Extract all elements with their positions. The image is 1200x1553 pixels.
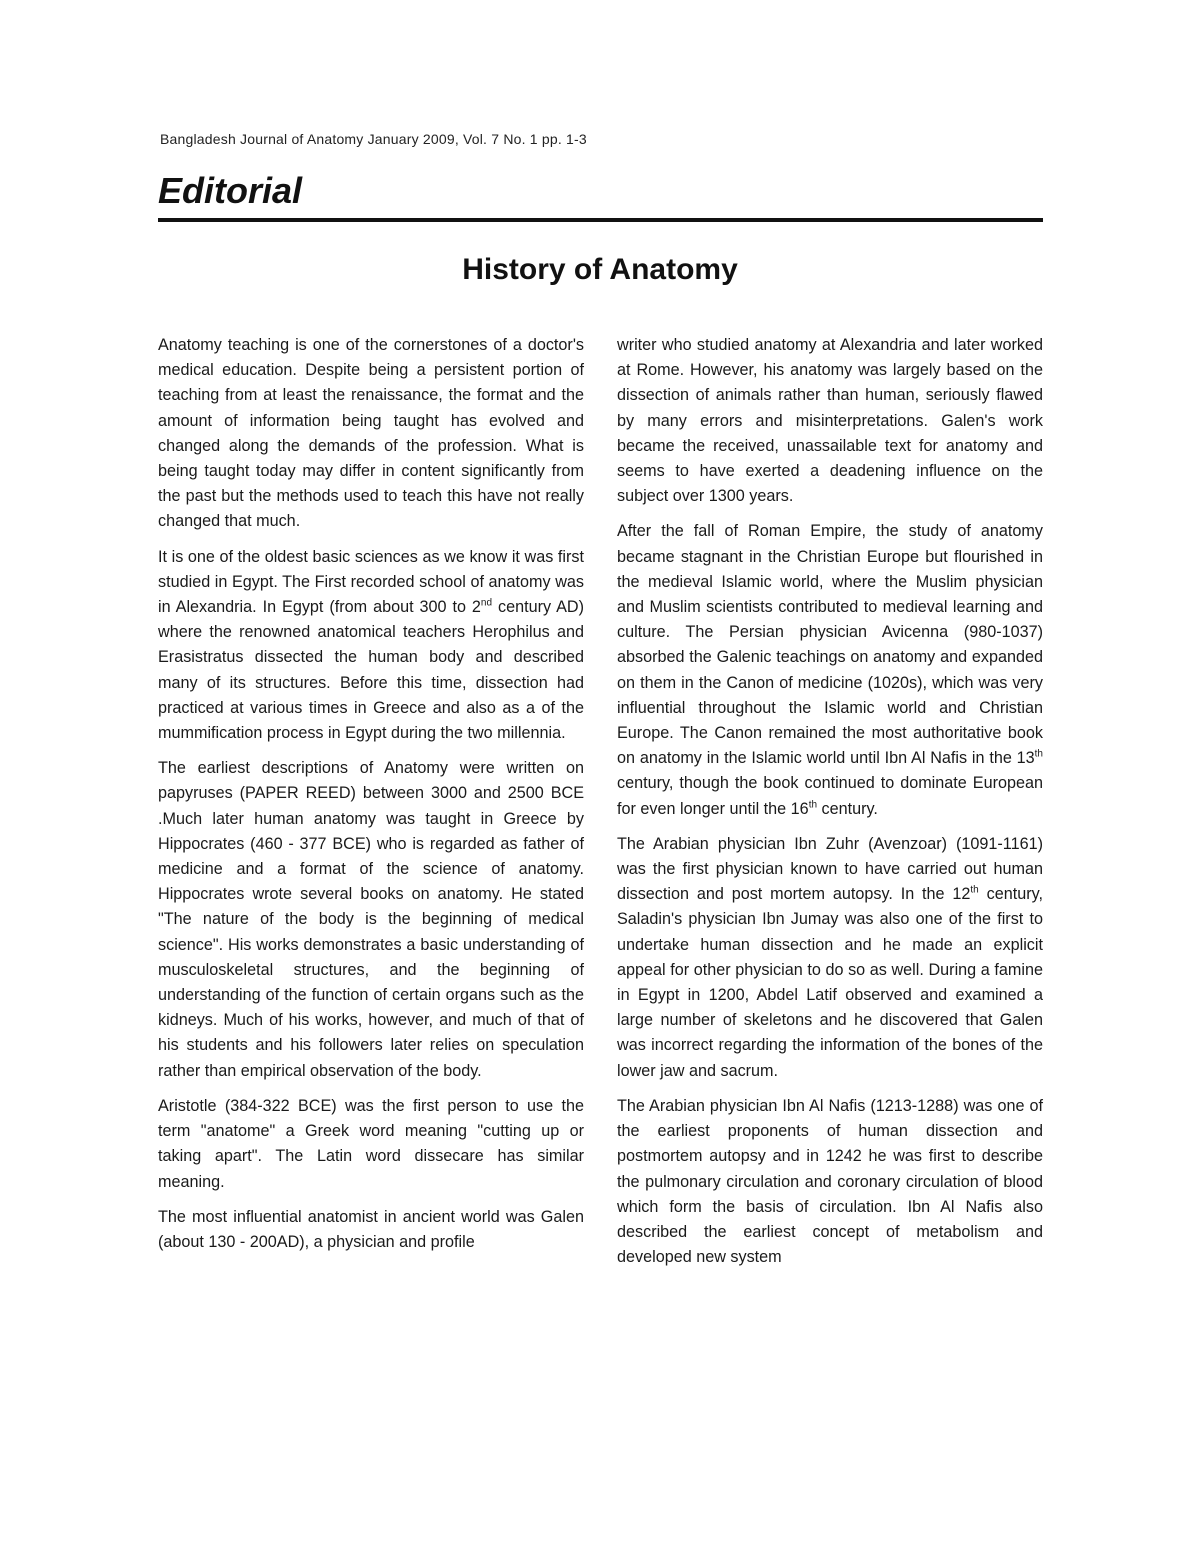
paragraph-text: century AD) where the renowned anatomical teachers Herophilus and Erasistratus dissected the human body and described many of its structures. Before this time, dissection had practiced at various times in Greece and also as a of the mummification process in Egypt during the two millennia. xyxy=(158,598,584,743)
paragraph: The earliest descriptions of Anatomy were written on papyruses (PAPER REED) between 3000 and 2500 BCE .Much later human anatomy was taught in Greece by Hippocrates (460 - 377 BCE) who is regarded as father of medicine and a format of the science of anatomy. Hippocrates wrote several books on anatomy. He stated "The nature of the body is the beginning of medical science". His works demonstrates a basic understanding of musculoskeletal structures, and the beginning of understanding of the function of certain organs such as the kidneys. Much of his works, however, and much of that of his students and his followers later relies on speculation rather than empirical observation of the body. xyxy=(158,759,584,1080)
article-title: History of Anatomy xyxy=(462,253,738,286)
right-column xyxy=(617,333,1043,1280)
superscript: th xyxy=(970,884,979,896)
paragraph-text: After the fall of Roman Empire, the study of anatomy became stagnant in the Christian Europe but flourished in the medieval Islamic world, where the Muslim physician and Muslim scientists contributed to medieval learning and culture. The Persian physician Avicenna (980-1037) absorbed the Galenic teachings on anatomy and expanded on them in the Canon of medicine (1020s), which was very influential throughout the Islamic world and Christian Europe. The Canon remained the most authoritative book on anatomy in the Islamic world until Ibn Al Nafis in the 13 xyxy=(617,522,1043,768)
paragraph-text: century, though the book continued to dominate European for even longer until the 16 xyxy=(617,774,1043,818)
paragraph-text: century. xyxy=(817,799,878,818)
section-label: Editorial xyxy=(158,170,303,211)
paragraph-text: century, Saladin's physician Ibn Jumay was also one of the first to undertake human dissection and he made an explicit appeal for other physician to do so as well. During a famine in Egypt in 1200, Abdel Latif observed and examined a large number of skeletons and he discovered that Galen was incorrect regarding the information of the bones of the lower jaw and sacrum. xyxy=(617,885,1043,1080)
paragraph: writer who studied anatomy at Alexandria and later worked at Rome. However, his anatomy was largely based on the dissection of animals rather than human, seriously flawed by many errors and misinterpretations. Galen's work became the received, unassailable text for anatomy and seems to have exerted a deadening influence on the subject over 1300 years. xyxy=(617,336,1043,506)
paragraph: Aristotle (384-322 BCE) was the first person to use the term "anatome" a Greek word meaning "cutting up or taking apart". The Latin word dissecare has similar meaning. xyxy=(158,1096,584,1191)
header-rule xyxy=(158,218,1043,222)
superscript: th xyxy=(808,799,818,811)
left-column xyxy=(158,333,584,1265)
paragraph: The most influential anatomist in ancient world was Galen (about 130 - 200AD), a physician and profile xyxy=(158,1207,584,1251)
paragraph-text: The Arabian physician Ibn Zuhr (Avenzoar) (1091-1161) was the first physician known to have carried out human dissection and post mortem autopsy. In the 12 xyxy=(617,834,1043,904)
paragraph xyxy=(617,519,1043,821)
paragraph-text: It is one of the oldest basic sciences as we know it was first studied in Egypt. The First recorded school of anatomy was in Alexandria. In Egypt (from about 300 to 2 xyxy=(158,547,584,617)
paragraph: The Arabian physician Ibn Al Nafis (1213-1288) was one of the earliest proponents of human dissection and postmortem autopsy and in 1242 he was first to describe the pulmonary circulation and coronary circulation of blood which form the basis of circulation. Ibn Al Nafis also described the earliest concept of metabolism and developed new system xyxy=(617,1096,1043,1267)
paragraph xyxy=(158,545,584,747)
superscript: nd xyxy=(480,597,493,609)
running-head: Bangladesh Journal of Anatomy January 2009, Vol. 7 No. 1 pp. 1-3 xyxy=(160,131,587,147)
paragraph: Anatomy teaching is one of the cornerstones of a doctor's medical education. Despite being a persistent portion of teaching from at least the renaissance, the format and the amount of information being taught has evolved and changed along the demands of the profession. What is being taught today may differ in content significantly from the past but the methods used to teach this have not really changed that much. xyxy=(158,336,584,531)
superscript: th xyxy=(1034,748,1043,760)
paragraph xyxy=(617,832,1043,1084)
